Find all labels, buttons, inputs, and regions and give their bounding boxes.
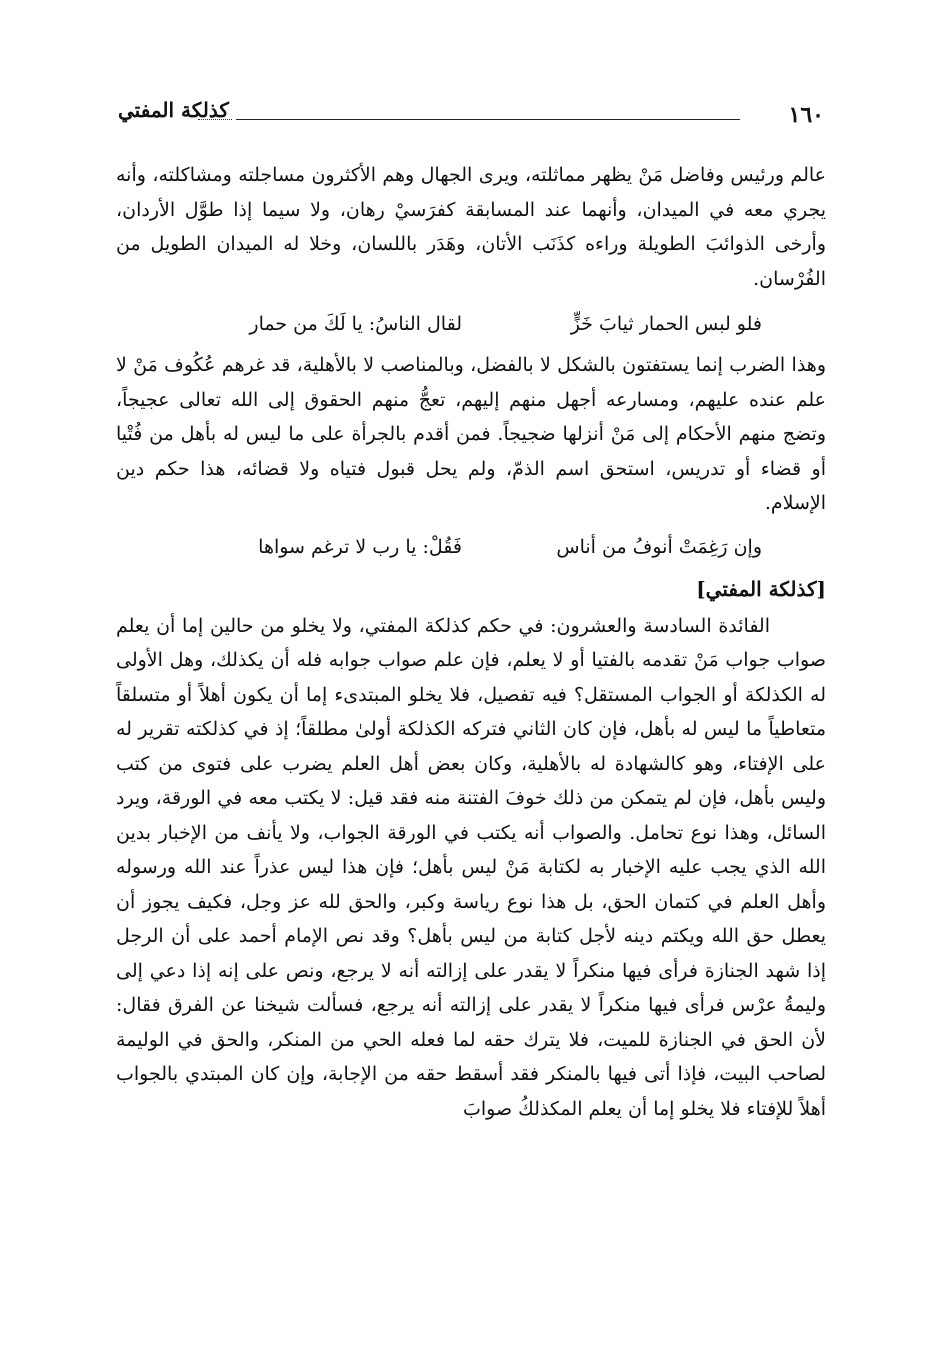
verse-second-hemistich: فَقُلْ: يا رب لا ترغم سواها bbox=[258, 535, 462, 558]
verse-first-hemistich: فلو لبس الحمار ثيابَ خَزٍّ bbox=[570, 313, 762, 335]
page-body bbox=[116, 150, 826, 1126]
section-heading: [كذلكة المفتي] bbox=[696, 576, 826, 601]
verse-first-hemistich: وإن رَغِمَتْ أنوفُ من أناس bbox=[556, 535, 762, 558]
page-number: ١٦٠ bbox=[788, 102, 824, 128]
verse-line bbox=[116, 527, 826, 567]
header-rule bbox=[236, 119, 740, 120]
paragraph-fatwa-seekers: وهذا الضرب إنما يستفتون بالشكل لا بالفضل، وبالمناصب لا بالأهلية، قد غرهم عُكُوف مَنْ لا علم عنده عليهم، ومسارعه أجهل منهم إليهم، تعجُّ منهم الحقوق إلى الله تعالى عجيجاً، وتضج منهم الأحكام إلى مَنْ أنزلها ضجيجاً. فمن أقدم بالجرأة على ما ليس له بأهل من فُتْيا أو قضاء أو تدريس، استحق اسم الذمّ، ولم يحل قبول فتياه ولا قضائه، هذا حكم دين الإسلام. bbox=[116, 354, 826, 514]
page-header bbox=[118, 98, 824, 132]
verse-line bbox=[116, 304, 826, 344]
paragraph-benefit-26: الفائدة السادسة والعشرون: في حكم كذلكة المفتي، ولا يخلو من حالين إما أن يعلم صواب جواب مَنْ تقدمه بالفتيا أو لا يعلم، فإن علم صواب جوابه فله أن يكذلك، وهل الأولى له الكذلكة أو الجواب المستقل؟ فيه تفصيل، فلا يخلو المبتدىء إما أن يكون أهلاً أو متسلقاً متعاطياً ما ليس له بأهل، فإن كان الثاني فتركه الكذلكة أولىٰ مطلقاً؛ إذ في كذلكته تقرير له على الإفتاء، وهو كالشهادة له بالأهلية، وكان بعض أهل العلم يضرب على فتوى من كتب وليس بأهل، فإن لم يتمكن من ذلك خوفَ الفتنة منه فقد قيل: لا يكتب معه في الورقة، ويرد السائل، وهذا نوع تحامل. والصواب أنه يكتب في الورقة الجواب، ولا يأنف من الإخبار بدين الله الذي يجب عليه الإخبار به لكتابة مَنْ ليس بأهل؛ فإن هذا ليس عذراً عند الله ورسوله وأهل العلم في كتمان الحق، بل هذا نوع رياسة وكبر، والحق لله عز وجل، فكيف يجوز أن يعطل حق الله ويكتم دينه لأجل كتابة من ليس بأهل؟ وقد نص الإمام أحمد على أن الرجل إذا شهد الجنازة فرأى فيها منكراً لا يقدر على إزالته أنه لا يرجع، ونص على إنه إذا دعي إلى وليمةُ عرْس فرأى فيها منكراً لا يقدر على إزالته أنه يرجع، فسألت شيخنا عن الفرق فقال: لأن الحق في الجنازة للميت، فلا يترك حقه لما فعله الحي من المنكر، والحق في الوليمة لصاحب البيت، فإذا أتى فيها بالمنكر فقد أسقط حقه من الإجابة، وإن كان المبتدي بالجواب أهلاً للإفتاء فلا يخلو إما أن يعلم المكذلكُ صوابَ bbox=[116, 614, 826, 1120]
verse-second-hemistich: لقال الناسُ: يا لَكَ من حمار bbox=[249, 313, 462, 335]
running-title: كذلكة المفتي bbox=[118, 98, 229, 122]
paragraph-opening: عالم ورئيس وفاضل مَنْ يظهر مماثلته، ويرى الجهال وهم الأكثرون مساجلته ومشاكلته، وأنه يجري معه في الميدان، وأنهما عند المسابقة كفرَسيْ رهان، ولا سيما إذا طوَّل الأردان، وأرخى الذوائبَ الطويلة وراءه كذَنَب الأتان، وهَدَر باللسان، وخلا له الميدان الطويل من الفُرْسان. bbox=[116, 164, 826, 290]
